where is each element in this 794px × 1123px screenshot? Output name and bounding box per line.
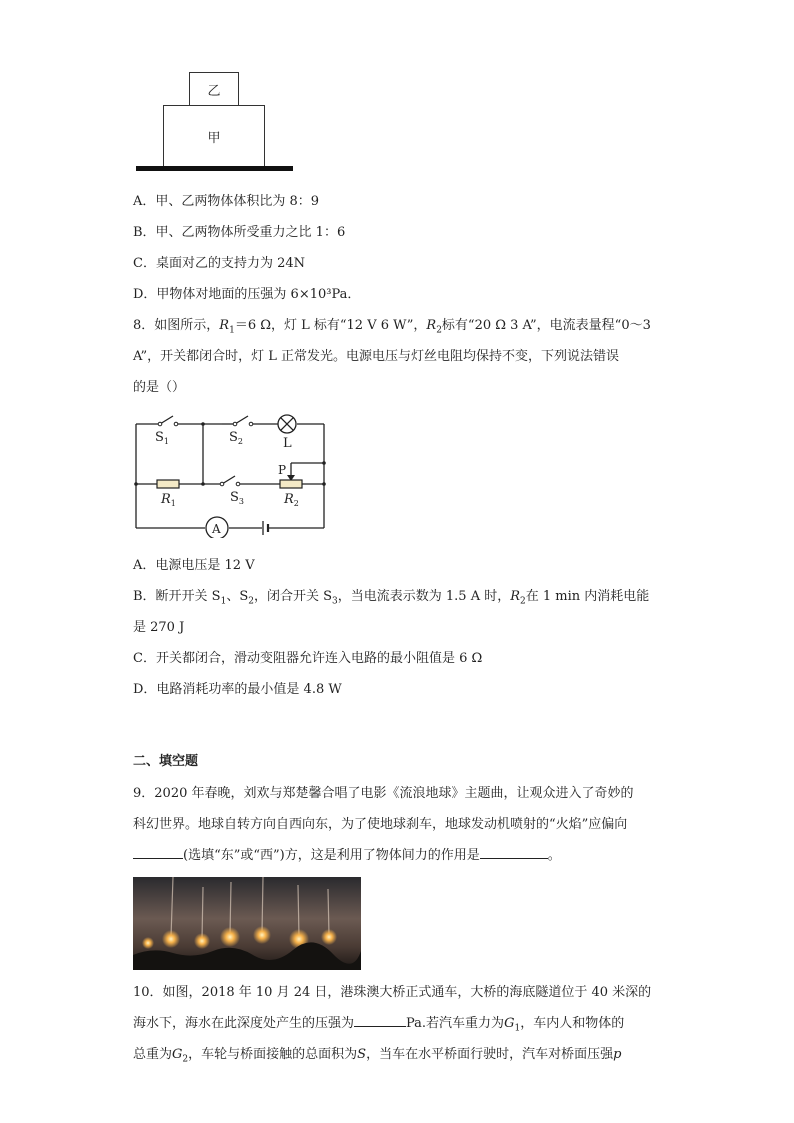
q8-b-r2: R xyxy=(510,589,521,604)
sub-2: 2 xyxy=(520,596,526,607)
junction-dot xyxy=(201,482,205,486)
resistor-r2 xyxy=(280,480,302,488)
q7-option-d: D．甲物体对地面的压强为 6×10³Pa． xyxy=(133,287,361,302)
q7-option-b: B．甲、乙两物体所受重力之比 1：6 xyxy=(133,225,346,240)
block-yi-label: 乙 xyxy=(207,84,221,99)
junction-dot xyxy=(322,482,326,486)
q8-option-c: C．开关都闭合，滑动变阻器允许连入电路的最小阻值是 6 Ω xyxy=(133,651,483,666)
earth-engine-photo xyxy=(133,877,361,970)
ammeter-label: A xyxy=(212,522,221,536)
q10-line3 xyxy=(133,1046,621,1069)
switch-contact xyxy=(233,422,237,426)
q8-text: 8．如图所示， xyxy=(133,318,220,333)
q8-option-d: D．电路消耗功率的最小值是 4.8 W xyxy=(133,682,342,697)
q8-b-text: B．断开开关 S xyxy=(133,589,221,604)
q10-text: 总重为 xyxy=(133,1047,173,1062)
block-jia-label: 甲 xyxy=(207,130,221,146)
switch-contact xyxy=(220,482,224,486)
switch-contact xyxy=(236,482,240,486)
label-s1: $S_1$ xyxy=(155,430,169,446)
circuit-diagram xyxy=(125,408,340,538)
q10-line1: 10．如图，2018 年 10 月 24 日，港珠澳大桥正式通车，大桥的海底隧道位于 40 米深的 xyxy=(133,985,652,1000)
q8-option-b xyxy=(133,588,649,611)
q8-b-text: 、S xyxy=(226,589,249,604)
junction-dot xyxy=(322,461,326,465)
q8-r1-symbol: R xyxy=(219,318,230,333)
label-s2: $S_2$ xyxy=(229,430,243,446)
q8-stem-line2: A”，开关都闭合时，灯 L 正常发光。电源电压与灯丝电阻均保持不变，下列说法错误 xyxy=(133,349,620,364)
switch-contact xyxy=(249,422,253,426)
sub-2: 2 xyxy=(182,1054,189,1065)
label-lamp: L xyxy=(283,436,292,451)
label-r2: $R_2$ xyxy=(284,492,299,508)
q10-s-symbol: S xyxy=(357,1047,367,1062)
q8-r2-symbol: R xyxy=(426,318,437,333)
q10-text: ，当车在水平桥面行驶时，汽车对桥面压强 xyxy=(366,1047,614,1062)
q9-line2: 科幻世界。地球自转方向自西向东，为了使地球刹车，地球发动机喷射的“火焰”应偏向 xyxy=(133,817,628,832)
q8-text: ＝6 Ω，灯 L 标有“12 V 6 W”， xyxy=(234,318,427,333)
q10-g-symbol: G xyxy=(504,1016,515,1031)
junction-dot xyxy=(134,482,138,486)
q8-text: 标有“20 Ω 3 A”，电流表量程“0～3 xyxy=(441,318,651,333)
q10-text: ，车轮与桥面接触的总面积为 xyxy=(188,1047,358,1062)
q8-b-text: ，当电流表示数为 1.5 A 时， xyxy=(337,589,511,604)
q8-stem-line1 xyxy=(133,317,651,340)
sub-1: 1 xyxy=(514,1023,521,1034)
switch-contact xyxy=(174,422,178,426)
q8-option-b-line2: 是 270 J xyxy=(133,620,185,635)
q10-text: ，车内人和物体的 xyxy=(520,1016,625,1031)
q8-r1-sub: 1 xyxy=(229,325,235,336)
block-yi xyxy=(189,72,239,107)
q10-text: 海水下，海水在此深度处产生的压强为 xyxy=(133,1016,355,1031)
q8-b-text: 在 1 min 内消耗电能 xyxy=(525,589,650,604)
q8-stem-line3: 的是（） xyxy=(133,380,186,395)
block-jia xyxy=(163,105,265,167)
q10-p-symbol: p xyxy=(613,1047,622,1062)
q8-r2-sub: 2 xyxy=(436,325,442,336)
q9-text: (选填“东”或“西”)方，这是利用了物体间力的作用是 xyxy=(183,848,480,863)
ground-surface xyxy=(136,166,293,171)
switch-contact xyxy=(158,422,162,426)
q8-option-a: A．电源电压是 12 V xyxy=(133,558,255,573)
section-title: 二、填空题 xyxy=(133,754,199,769)
sub-1: 1 xyxy=(220,596,227,607)
q10-line2 xyxy=(133,1015,624,1038)
sub-3: 3 xyxy=(332,596,338,607)
sub-2: 2 xyxy=(248,596,254,607)
label-r1: $R_1$ xyxy=(161,492,176,508)
label-slider-p: P xyxy=(278,463,287,477)
q10-text: Pa.若汽车重力为 xyxy=(406,1016,505,1031)
q9-line3 xyxy=(133,847,561,865)
q8-b-text: ，闭合开关 S xyxy=(253,589,333,604)
answer-blank[interactable] xyxy=(354,1026,406,1027)
resistor-r1 xyxy=(157,480,179,488)
q9-line1: 9．2020 年春晚，刘欢与郑楚馨合唱了电影《流浪地球》主题曲，让观众进入了奇妙的 xyxy=(133,786,634,801)
q10-g-symbol: G xyxy=(172,1047,183,1062)
q7-option-a: A．甲、乙两物体体积比为 8：9 xyxy=(133,194,320,209)
label-s3: $S_3$ xyxy=(230,490,244,506)
answer-blank[interactable] xyxy=(480,858,548,859)
answer-blank[interactable] xyxy=(133,858,183,859)
q9-text: 。 xyxy=(547,848,561,863)
q7-option-c: C．桌面对乙的支持力为 24N xyxy=(133,256,305,271)
junction-dot xyxy=(201,422,205,426)
